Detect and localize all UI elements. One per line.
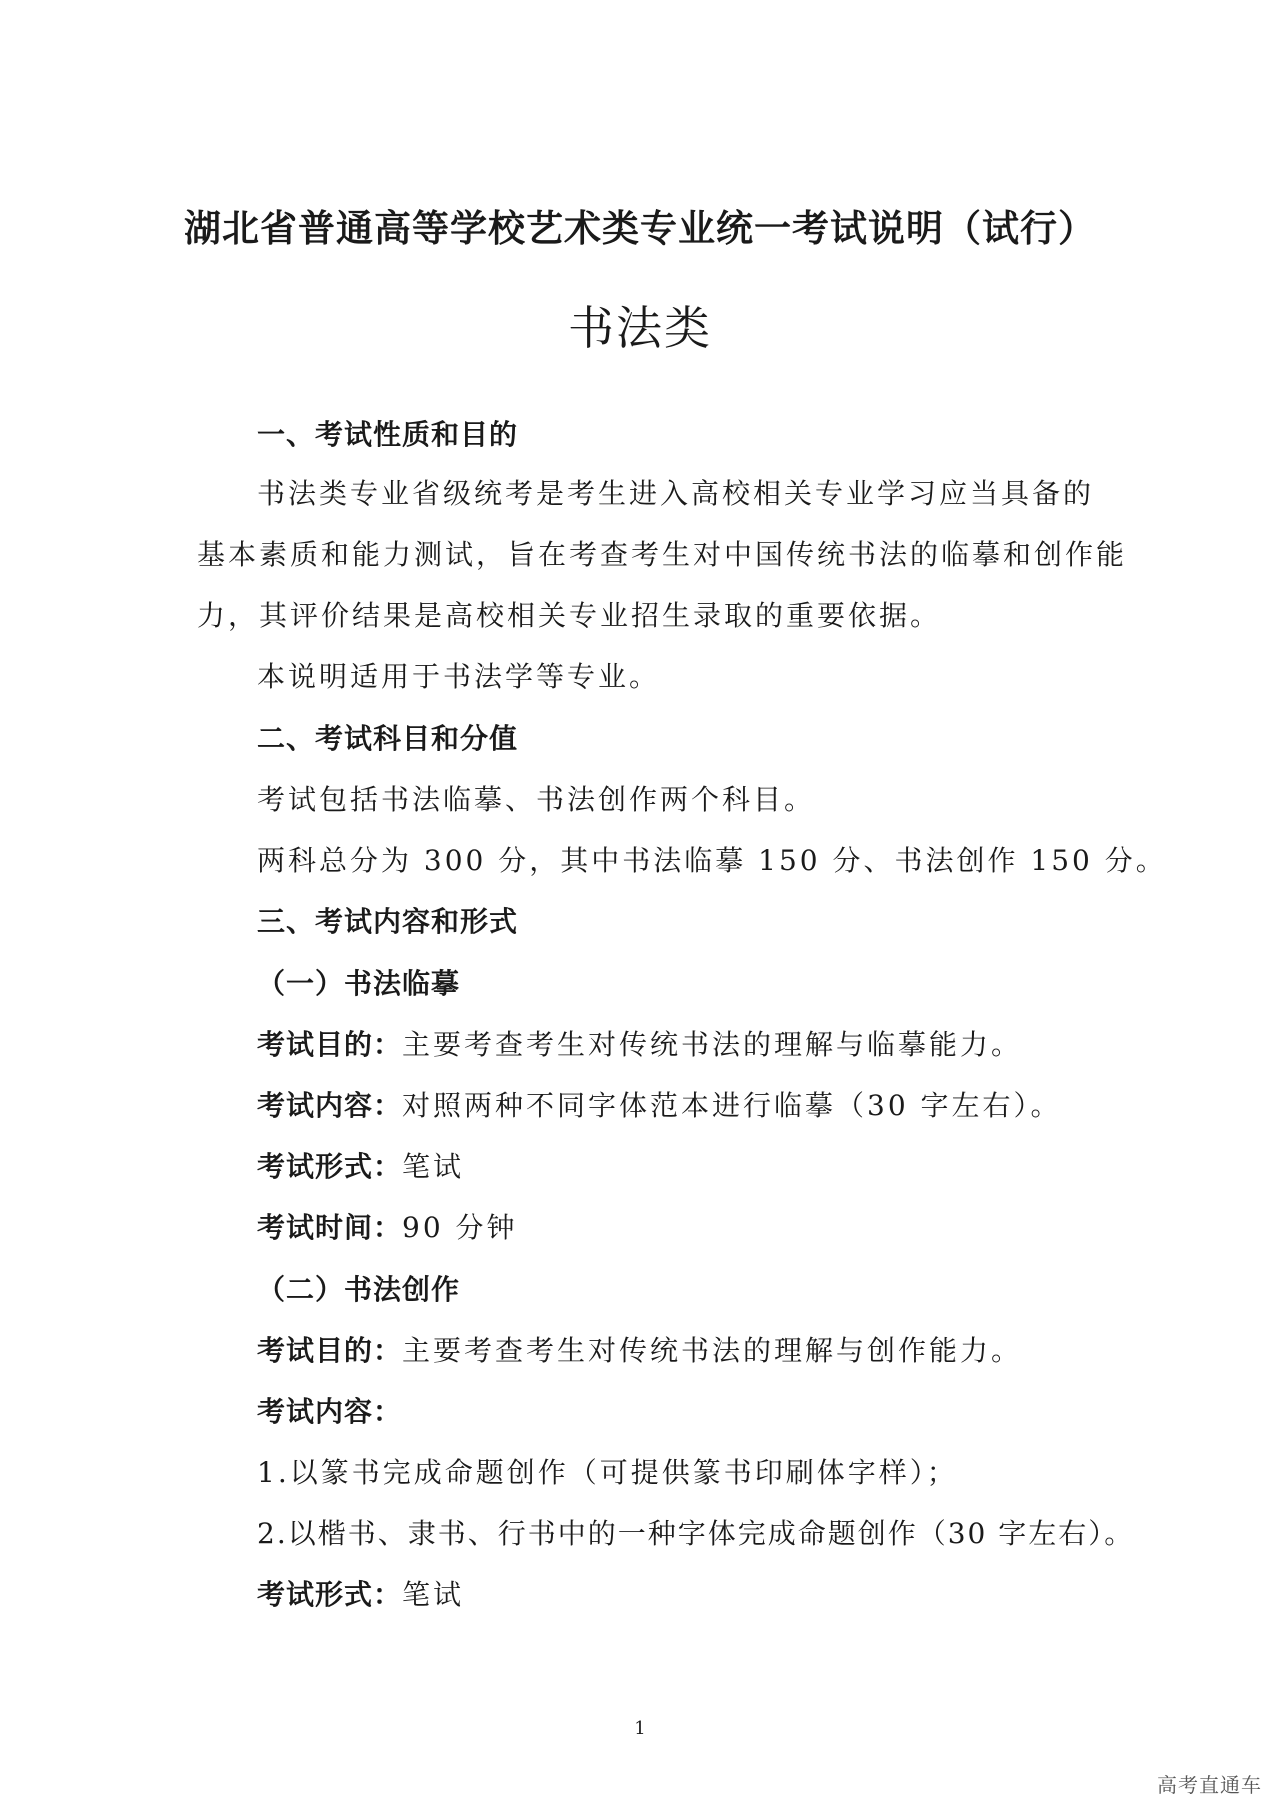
part2-form-label: 考试形式： <box>257 1578 403 1611</box>
section3-heading: 三、考试内容和形式 <box>257 905 519 938</box>
part1-purpose-label: 考试目的： <box>257 1028 403 1061</box>
section1-para1-line2: 基本素质和能力测试，旨在考查考生对中国传统书法的临摹和创作能 <box>197 538 1128 571</box>
part1-form <box>257 1145 464 1185</box>
part2-item2: 2.以楷书、隶书、行书中的一种字体完成命题创作（30 字左右）。 <box>257 1517 1135 1550</box>
part1-form-label: 考试形式： <box>257 1150 403 1183</box>
page-number: 1 <box>634 1718 646 1739</box>
part2-content-label: 考试内容： <box>257 1395 403 1428</box>
watermark: 高考直通车 <box>1157 1773 1262 1797</box>
document-title: 湖北省普通高等学校艺术类专业统一考试说明（试行） <box>184 206 1096 250</box>
part1-time-label: 考试时间： <box>257 1211 403 1244</box>
part1-content-label: 考试内容： <box>257 1089 403 1122</box>
part2-purpose <box>257 1329 1022 1369</box>
part1-time <box>257 1206 518 1246</box>
part1-purpose <box>257 1023 1022 1063</box>
part1-heading: （一）书法临摹 <box>257 967 461 1000</box>
part2-content <box>257 1390 402 1430</box>
section2-heading: 二、考试科目和分值 <box>257 722 519 755</box>
section2-para2: 两科总分为 300 分，其中书法临摹 150 分、书法创作 150 分。 <box>257 844 1167 877</box>
section1-para1-line1: 书法类专业省级统考是考生进入高校相关专业学习应当具备的 <box>257 477 1095 510</box>
part2-form <box>257 1573 464 1613</box>
document-subtitle: 书法类 <box>568 301 712 355</box>
part2-purpose-label: 考试目的： <box>257 1334 403 1367</box>
part2-form-text: 笔试 <box>402 1578 465 1611</box>
part2-item1: 1.以篆书完成命题创作（可提供篆书印刷体字样）； <box>257 1456 958 1489</box>
part1-content <box>257 1084 1062 1124</box>
section1-heading: 一、考试性质和目的 <box>257 418 519 451</box>
part2-purpose-text: 主要考查考生对传统书法的理解与创作能力。 <box>402 1334 1023 1367</box>
section1-para1-line3: 力，其评价结果是高校相关专业招生录取的重要依据。 <box>197 599 942 632</box>
part2-heading: （二）书法创作 <box>257 1273 461 1306</box>
part1-form-text: 笔试 <box>402 1150 465 1183</box>
part1-time-text: 90 分钟 <box>402 1211 518 1244</box>
part1-purpose-text: 主要考查考生对传统书法的理解与临摹能力。 <box>402 1028 1023 1061</box>
section1-para2: 本说明适用于书法学等专业。 <box>257 660 661 693</box>
part1-content-text: 对照两种不同字体范本进行临摹（30 字左右）。 <box>402 1089 1062 1122</box>
section2-para1: 考试包括书法临摹、书法创作两个科目。 <box>257 783 816 816</box>
